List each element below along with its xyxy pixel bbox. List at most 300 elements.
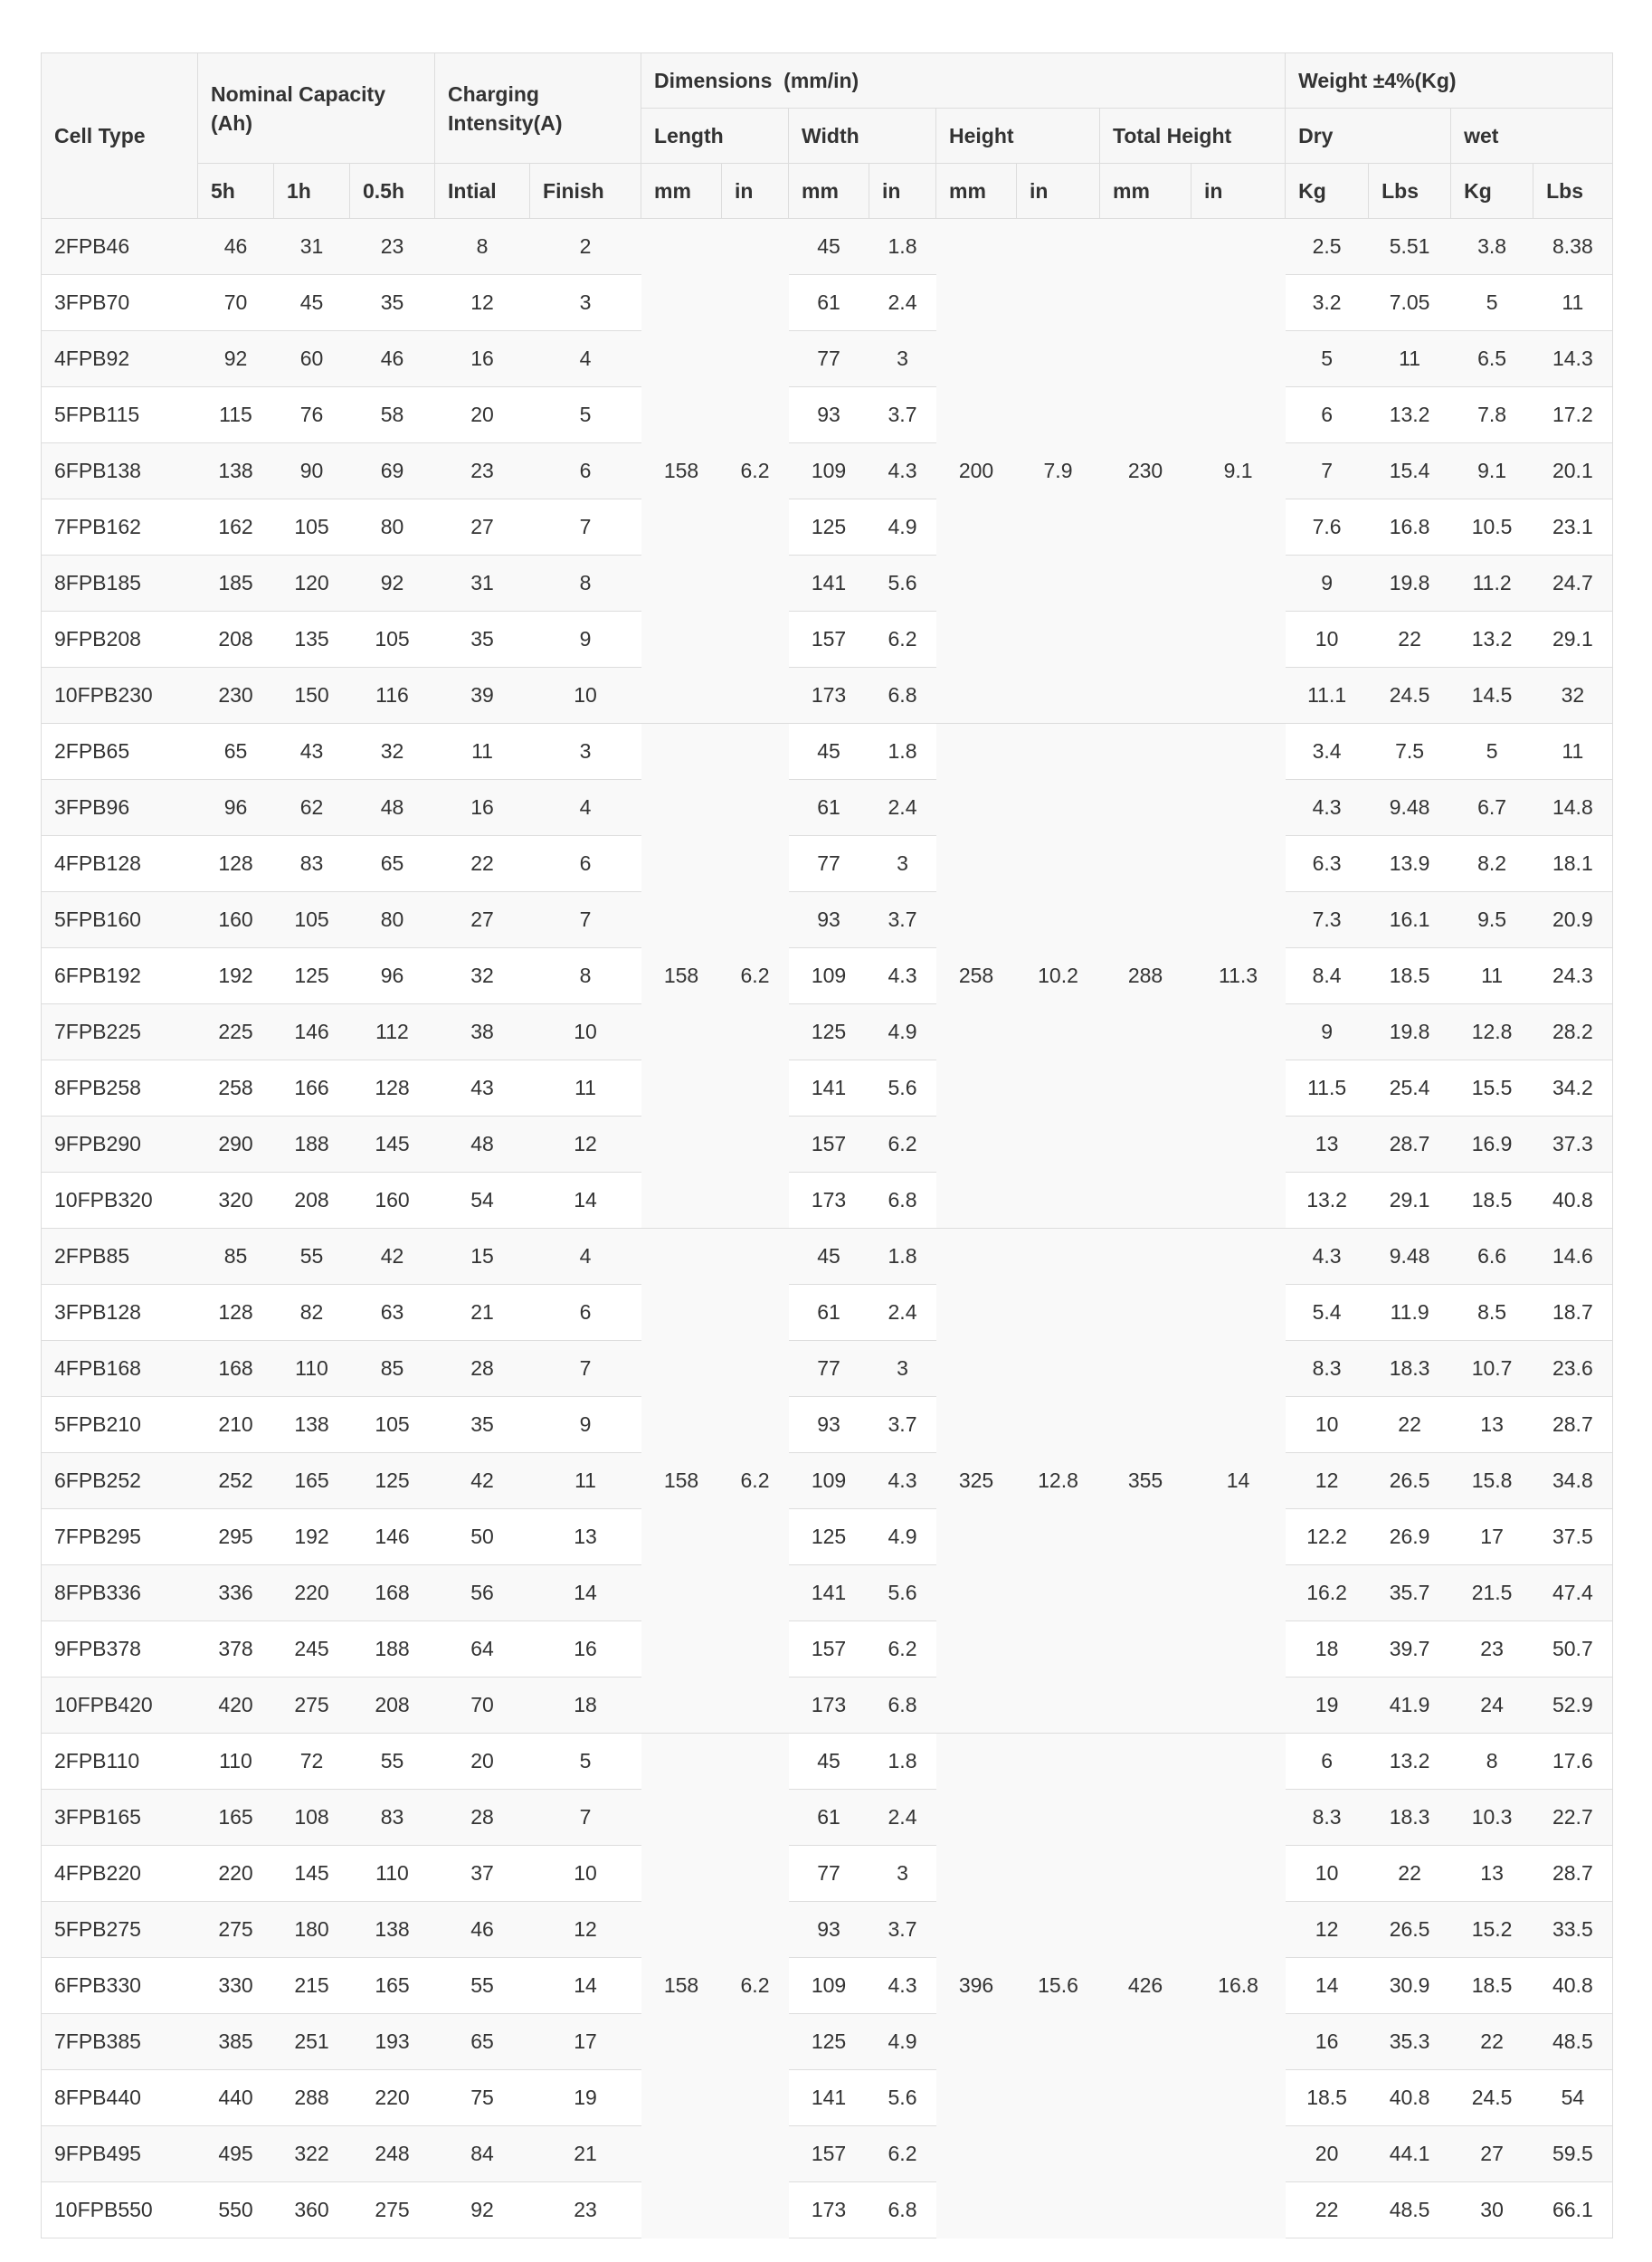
charge-intial: 38 bbox=[435, 1004, 530, 1060]
width-in: 1.8 bbox=[869, 219, 936, 275]
header-width-mm: mm bbox=[789, 164, 869, 219]
dry-kg: 7 bbox=[1286, 443, 1369, 499]
charge-finish: 8 bbox=[530, 948, 641, 1004]
width-mm: 61 bbox=[789, 1790, 869, 1846]
dry-kg: 10 bbox=[1286, 1397, 1369, 1453]
capacity-5h: 165 bbox=[198, 1790, 274, 1846]
cell-type: 8FPB440 bbox=[42, 2070, 198, 2126]
width-mm: 77 bbox=[789, 836, 869, 892]
wet-lbs: 33.5 bbox=[1533, 1902, 1613, 1958]
wet-kg: 6.5 bbox=[1451, 331, 1533, 387]
capacity-0-5h: 83 bbox=[350, 1790, 435, 1846]
capacity-0-5h: 63 bbox=[350, 1285, 435, 1341]
table-row bbox=[42, 1902, 1613, 1958]
total-height-in: 11.3 bbox=[1192, 724, 1286, 1229]
width-in: 4.3 bbox=[869, 1453, 936, 1509]
dry-lbs: 26.5 bbox=[1369, 1453, 1451, 1509]
capacity-1h: 55 bbox=[274, 1229, 350, 1285]
capacity-1h: 31 bbox=[274, 219, 350, 275]
charge-intial: 65 bbox=[435, 2014, 530, 2070]
table-row bbox=[42, 1846, 1613, 1902]
width-mm: 61 bbox=[789, 780, 869, 836]
width-mm: 45 bbox=[789, 219, 869, 275]
battery-spec-table bbox=[41, 52, 1613, 2238]
dry-kg: 18.5 bbox=[1286, 2070, 1369, 2126]
width-mm: 141 bbox=[789, 556, 869, 612]
wet-lbs: 14.6 bbox=[1533, 1229, 1613, 1285]
dry-kg: 3.2 bbox=[1286, 275, 1369, 331]
charge-finish: 14 bbox=[530, 1958, 641, 2014]
width-mm: 157 bbox=[789, 1117, 869, 1173]
table-row bbox=[42, 1117, 1613, 1173]
capacity-0-5h: 85 bbox=[350, 1341, 435, 1397]
width-mm: 173 bbox=[789, 1173, 869, 1229]
charge-intial: 28 bbox=[435, 1790, 530, 1846]
height-mm: 258 bbox=[936, 724, 1017, 1229]
dry-lbs: 13.2 bbox=[1369, 1734, 1451, 1790]
capacity-5h: 385 bbox=[198, 2014, 274, 2070]
cell-type: 10FPB420 bbox=[42, 1677, 198, 1734]
width-mm: 93 bbox=[789, 1397, 869, 1453]
wet-kg: 8 bbox=[1451, 1734, 1533, 1790]
charge-intial: 12 bbox=[435, 275, 530, 331]
height-in: 7.9 bbox=[1017, 219, 1100, 724]
capacity-5h: 290 bbox=[198, 1117, 274, 1173]
width-in: 2.4 bbox=[869, 275, 936, 331]
charge-intial: 27 bbox=[435, 499, 530, 556]
charge-finish: 5 bbox=[530, 387, 641, 443]
capacity-5h: 96 bbox=[198, 780, 274, 836]
wet-lbs: 34.8 bbox=[1533, 1453, 1613, 1509]
charge-finish: 7 bbox=[530, 499, 641, 556]
table-row bbox=[42, 612, 1613, 668]
capacity-5h: 138 bbox=[198, 443, 274, 499]
dry-lbs: 24.5 bbox=[1369, 668, 1451, 724]
dry-lbs: 11 bbox=[1369, 331, 1451, 387]
wet-kg: 18.5 bbox=[1451, 1958, 1533, 2014]
wet-kg: 27 bbox=[1451, 2126, 1533, 2182]
cell-type: 9FPB290 bbox=[42, 1117, 198, 1173]
wet-lbs: 23.6 bbox=[1533, 1341, 1613, 1397]
dry-kg: 16 bbox=[1286, 2014, 1369, 2070]
dry-kg: 22 bbox=[1286, 2182, 1369, 2238]
height-in: 12.8 bbox=[1017, 1229, 1100, 1734]
capacity-1h: 72 bbox=[274, 1734, 350, 1790]
wet-kg: 10.7 bbox=[1451, 1341, 1533, 1397]
charge-finish: 4 bbox=[530, 331, 641, 387]
charge-intial: 56 bbox=[435, 1565, 530, 1621]
table-row bbox=[42, 275, 1613, 331]
dry-kg: 5.4 bbox=[1286, 1285, 1369, 1341]
charge-intial: 92 bbox=[435, 2182, 530, 2238]
table-row bbox=[42, 2014, 1613, 2070]
dry-lbs: 35.3 bbox=[1369, 2014, 1451, 2070]
header-capacity-0-5h: 0.5h bbox=[350, 164, 435, 219]
charge-finish: 11 bbox=[530, 1060, 641, 1117]
capacity-1h: 360 bbox=[274, 2182, 350, 2238]
capacity-0-5h: 110 bbox=[350, 1846, 435, 1902]
wet-kg: 14.5 bbox=[1451, 668, 1533, 724]
width-in: 6.2 bbox=[869, 612, 936, 668]
capacity-0-5h: 92 bbox=[350, 556, 435, 612]
capacity-0-5h: 105 bbox=[350, 1397, 435, 1453]
capacity-5h: 70 bbox=[198, 275, 274, 331]
width-in: 3 bbox=[869, 331, 936, 387]
charge-intial: 31 bbox=[435, 556, 530, 612]
dry-kg: 8.4 bbox=[1286, 948, 1369, 1004]
capacity-0-5h: 65 bbox=[350, 836, 435, 892]
charge-intial: 48 bbox=[435, 1117, 530, 1173]
dry-lbs: 19.8 bbox=[1369, 1004, 1451, 1060]
charge-finish: 3 bbox=[530, 275, 641, 331]
width-in: 2.4 bbox=[869, 1285, 936, 1341]
width-mm: 77 bbox=[789, 1341, 869, 1397]
header-dry-lbs: Lbs bbox=[1369, 164, 1451, 219]
dry-lbs: 7.05 bbox=[1369, 275, 1451, 331]
capacity-5h: 92 bbox=[198, 331, 274, 387]
wet-kg: 5 bbox=[1451, 275, 1533, 331]
capacity-0-5h: 58 bbox=[350, 387, 435, 443]
charge-intial: 75 bbox=[435, 2070, 530, 2126]
capacity-0-5h: 80 bbox=[350, 499, 435, 556]
capacity-0-5h: 69 bbox=[350, 443, 435, 499]
capacity-1h: 135 bbox=[274, 612, 350, 668]
width-mm: 141 bbox=[789, 1060, 869, 1117]
charge-intial: 39 bbox=[435, 668, 530, 724]
capacity-5h: 128 bbox=[198, 1285, 274, 1341]
wet-lbs: 29.1 bbox=[1533, 612, 1613, 668]
capacity-0-5h: 160 bbox=[350, 1173, 435, 1229]
charge-finish: 18 bbox=[530, 1677, 641, 1734]
cell-type: 9FPB378 bbox=[42, 1621, 198, 1677]
cell-type: 9FPB208 bbox=[42, 612, 198, 668]
header-charging-intial: Intial bbox=[435, 164, 530, 219]
capacity-1h: 150 bbox=[274, 668, 350, 724]
dry-lbs: 5.51 bbox=[1369, 219, 1451, 275]
wet-kg: 24.5 bbox=[1451, 2070, 1533, 2126]
wet-kg: 7.8 bbox=[1451, 387, 1533, 443]
width-mm: 125 bbox=[789, 1004, 869, 1060]
width-in: 4.3 bbox=[869, 1958, 936, 2014]
charge-finish: 10 bbox=[530, 1004, 641, 1060]
table-row bbox=[42, 556, 1613, 612]
wet-kg: 15.8 bbox=[1451, 1453, 1533, 1509]
cell-type: 2FPB46 bbox=[42, 219, 198, 275]
capacity-5h: 225 bbox=[198, 1004, 274, 1060]
dry-kg: 6 bbox=[1286, 387, 1369, 443]
charge-intial: 11 bbox=[435, 724, 530, 780]
wet-lbs: 8.38 bbox=[1533, 219, 1613, 275]
capacity-5h: 168 bbox=[198, 1341, 274, 1397]
capacity-0-5h: 128 bbox=[350, 1060, 435, 1117]
wet-kg: 13.2 bbox=[1451, 612, 1533, 668]
width-in: 4.9 bbox=[869, 1509, 936, 1565]
capacity-1h: 43 bbox=[274, 724, 350, 780]
width-mm: 109 bbox=[789, 1453, 869, 1509]
charge-intial: 42 bbox=[435, 1453, 530, 1509]
width-in: 5.6 bbox=[869, 1565, 936, 1621]
header-cell-type: Cell Type bbox=[42, 53, 198, 219]
charge-finish: 9 bbox=[530, 1397, 641, 1453]
capacity-0-5h: 35 bbox=[350, 275, 435, 331]
table-row bbox=[42, 836, 1613, 892]
capacity-0-5h: 188 bbox=[350, 1621, 435, 1677]
total-height-mm: 355 bbox=[1100, 1229, 1192, 1734]
width-mm: 157 bbox=[789, 612, 869, 668]
charge-intial: 28 bbox=[435, 1341, 530, 1397]
wet-lbs: 14.8 bbox=[1533, 780, 1613, 836]
capacity-0-5h: 55 bbox=[350, 1734, 435, 1790]
charge-intial: 15 bbox=[435, 1229, 530, 1285]
charge-intial: 8 bbox=[435, 219, 530, 275]
capacity-5h: 495 bbox=[198, 2126, 274, 2182]
width-mm: 45 bbox=[789, 724, 869, 780]
header-capacity-5h: 5h bbox=[198, 164, 274, 219]
cell-type: 7FPB162 bbox=[42, 499, 198, 556]
table-row bbox=[42, 387, 1613, 443]
total-height-mm: 288 bbox=[1100, 724, 1192, 1229]
charge-intial: 20 bbox=[435, 1734, 530, 1790]
dry-lbs: 9.48 bbox=[1369, 780, 1451, 836]
cell-type: 3FPB96 bbox=[42, 780, 198, 836]
capacity-1h: 62 bbox=[274, 780, 350, 836]
charge-intial: 16 bbox=[435, 331, 530, 387]
capacity-1h: 110 bbox=[274, 1341, 350, 1397]
charge-intial: 23 bbox=[435, 443, 530, 499]
cell-type: 10FPB550 bbox=[42, 2182, 198, 2238]
height-mm: 200 bbox=[936, 219, 1017, 724]
wet-lbs: 66.1 bbox=[1533, 2182, 1613, 2238]
cell-type: 6FPB138 bbox=[42, 443, 198, 499]
width-in: 5.6 bbox=[869, 556, 936, 612]
charge-intial: 35 bbox=[435, 1397, 530, 1453]
capacity-1h: 82 bbox=[274, 1285, 350, 1341]
table-row bbox=[42, 1565, 1613, 1621]
wet-kg: 12.8 bbox=[1451, 1004, 1533, 1060]
wet-kg: 15.2 bbox=[1451, 1902, 1533, 1958]
width-mm: 125 bbox=[789, 1509, 869, 1565]
header-width: Width bbox=[789, 109, 936, 164]
width-in: 3.7 bbox=[869, 387, 936, 443]
width-in: 5.6 bbox=[869, 1060, 936, 1117]
wet-lbs: 52.9 bbox=[1533, 1677, 1613, 1734]
wet-lbs: 40.8 bbox=[1533, 1173, 1613, 1229]
dry-lbs: 22 bbox=[1369, 1397, 1451, 1453]
capacity-1h: 108 bbox=[274, 1790, 350, 1846]
cell-type: 6FPB252 bbox=[42, 1453, 198, 1509]
header-width-in: in bbox=[869, 164, 936, 219]
capacity-5h: 185 bbox=[198, 556, 274, 612]
capacity-5h: 85 bbox=[198, 1229, 274, 1285]
total-height-mm: 426 bbox=[1100, 1734, 1192, 2238]
table-row bbox=[42, 1621, 1613, 1677]
header-dimensions: Dimensions (mm/in) bbox=[641, 53, 1286, 109]
width-mm: 61 bbox=[789, 275, 869, 331]
wet-lbs: 23.1 bbox=[1533, 499, 1613, 556]
width-in: 4.3 bbox=[869, 443, 936, 499]
charge-finish: 6 bbox=[530, 443, 641, 499]
width-mm: 93 bbox=[789, 1902, 869, 1958]
wet-kg: 8.5 bbox=[1451, 1285, 1533, 1341]
capacity-1h: 138 bbox=[274, 1397, 350, 1453]
header-wet-lbs: Lbs bbox=[1533, 164, 1613, 219]
charge-finish: 14 bbox=[530, 1173, 641, 1229]
width-in: 1.8 bbox=[869, 1229, 936, 1285]
charge-finish: 4 bbox=[530, 1229, 641, 1285]
wet-lbs: 28.2 bbox=[1533, 1004, 1613, 1060]
wet-lbs: 37.5 bbox=[1533, 1509, 1613, 1565]
charge-intial: 64 bbox=[435, 1621, 530, 1677]
header-total-height-mm: mm bbox=[1100, 164, 1192, 219]
dry-kg: 7.3 bbox=[1286, 892, 1369, 948]
table-row bbox=[42, 668, 1613, 724]
width-mm: 125 bbox=[789, 499, 869, 556]
cell-type: 8FPB258 bbox=[42, 1060, 198, 1117]
capacity-5h: 336 bbox=[198, 1565, 274, 1621]
dry-lbs: 19.8 bbox=[1369, 556, 1451, 612]
capacity-1h: 208 bbox=[274, 1173, 350, 1229]
width-mm: 109 bbox=[789, 443, 869, 499]
capacity-5h: 252 bbox=[198, 1453, 274, 1509]
capacity-0-5h: 193 bbox=[350, 2014, 435, 2070]
capacity-5h: 220 bbox=[198, 1846, 274, 1902]
header-dry-kg: Kg bbox=[1286, 164, 1369, 219]
total-height-in: 14 bbox=[1192, 1229, 1286, 1734]
width-mm: 45 bbox=[789, 1734, 869, 1790]
width-in: 4.3 bbox=[869, 948, 936, 1004]
header-height: Height bbox=[936, 109, 1100, 164]
dry-kg: 9 bbox=[1286, 1004, 1369, 1060]
charge-intial: 27 bbox=[435, 892, 530, 948]
capacity-5h: 320 bbox=[198, 1173, 274, 1229]
width-in: 3 bbox=[869, 1846, 936, 1902]
header-charging-finish: Finish bbox=[530, 164, 641, 219]
wet-lbs: 11 bbox=[1533, 724, 1613, 780]
capacity-1h: 220 bbox=[274, 1565, 350, 1621]
dry-kg: 9 bbox=[1286, 556, 1369, 612]
header-wet: wet bbox=[1451, 109, 1613, 164]
wet-kg: 8.2 bbox=[1451, 836, 1533, 892]
dry-lbs: 26.5 bbox=[1369, 1902, 1451, 1958]
cell-type: 2FPB110 bbox=[42, 1734, 198, 1790]
capacity-5h: 230 bbox=[198, 668, 274, 724]
charge-intial: 84 bbox=[435, 2126, 530, 2182]
capacity-5h: 208 bbox=[198, 612, 274, 668]
table-header bbox=[42, 53, 1613, 219]
capacity-0-5h: 220 bbox=[350, 2070, 435, 2126]
cell-type: 2FPB65 bbox=[42, 724, 198, 780]
wet-kg: 3.8 bbox=[1451, 219, 1533, 275]
total-height-in: 16.8 bbox=[1192, 1734, 1286, 2238]
wet-kg: 16.9 bbox=[1451, 1117, 1533, 1173]
charge-intial: 55 bbox=[435, 1958, 530, 2014]
capacity-0-5h: 275 bbox=[350, 2182, 435, 2238]
wet-kg: 30 bbox=[1451, 2182, 1533, 2238]
total-height-in: 9.1 bbox=[1192, 219, 1286, 724]
dry-lbs: 41.9 bbox=[1369, 1677, 1451, 1734]
capacity-5h: 295 bbox=[198, 1509, 274, 1565]
charge-intial: 43 bbox=[435, 1060, 530, 1117]
width-in: 3.7 bbox=[869, 892, 936, 948]
dry-kg: 13.2 bbox=[1286, 1173, 1369, 1229]
cell-type: 5FPB210 bbox=[42, 1397, 198, 1453]
charge-finish: 19 bbox=[530, 2070, 641, 2126]
wet-lbs: 59.5 bbox=[1533, 2126, 1613, 2182]
width-mm: 93 bbox=[789, 387, 869, 443]
wet-kg: 11.2 bbox=[1451, 556, 1533, 612]
height-mm: 325 bbox=[936, 1229, 1017, 1734]
dry-kg: 11.5 bbox=[1286, 1060, 1369, 1117]
dry-kg: 13 bbox=[1286, 1117, 1369, 1173]
capacity-1h: 60 bbox=[274, 331, 350, 387]
capacity-5h: 160 bbox=[198, 892, 274, 948]
charge-finish: 21 bbox=[530, 2126, 641, 2182]
capacity-1h: 275 bbox=[274, 1677, 350, 1734]
dry-kg: 6.3 bbox=[1286, 836, 1369, 892]
table-row bbox=[42, 1397, 1613, 1453]
cell-type: 8FPB336 bbox=[42, 1565, 198, 1621]
capacity-0-5h: 165 bbox=[350, 1958, 435, 2014]
dry-kg: 12.2 bbox=[1286, 1509, 1369, 1565]
wet-kg: 9.5 bbox=[1451, 892, 1533, 948]
charge-finish: 9 bbox=[530, 612, 641, 668]
dry-kg: 8.3 bbox=[1286, 1790, 1369, 1846]
length-mm: 158 bbox=[641, 1734, 722, 2238]
capacity-1h: 83 bbox=[274, 836, 350, 892]
cell-type: 8FPB185 bbox=[42, 556, 198, 612]
cell-type: 3FPB165 bbox=[42, 1790, 198, 1846]
wet-lbs: 34.2 bbox=[1533, 1060, 1613, 1117]
dry-lbs: 28.7 bbox=[1369, 1117, 1451, 1173]
charge-intial: 54 bbox=[435, 1173, 530, 1229]
wet-lbs: 11 bbox=[1533, 275, 1613, 331]
width-in: 4.9 bbox=[869, 2014, 936, 2070]
wet-lbs: 14.3 bbox=[1533, 331, 1613, 387]
height-in: 15.6 bbox=[1017, 1734, 1100, 2238]
charge-finish: 11 bbox=[530, 1453, 641, 1509]
table-row bbox=[42, 1341, 1613, 1397]
wet-kg: 6.7 bbox=[1451, 780, 1533, 836]
capacity-0-5h: 32 bbox=[350, 724, 435, 780]
wet-lbs: 40.8 bbox=[1533, 1958, 1613, 2014]
charge-finish: 4 bbox=[530, 780, 641, 836]
capacity-0-5h: 96 bbox=[350, 948, 435, 1004]
wet-kg: 23 bbox=[1451, 1621, 1533, 1677]
capacity-5h: 275 bbox=[198, 1902, 274, 1958]
table-row bbox=[42, 1958, 1613, 2014]
header-charging-intensity: Charging Intensity(A) bbox=[435, 53, 641, 164]
dry-kg: 18 bbox=[1286, 1621, 1369, 1677]
dry-kg: 3.4 bbox=[1286, 724, 1369, 780]
charge-intial: 21 bbox=[435, 1285, 530, 1341]
width-in: 4.9 bbox=[869, 499, 936, 556]
width-in: 6.8 bbox=[869, 2182, 936, 2238]
header-total-height-in: in bbox=[1192, 164, 1286, 219]
charge-finish: 17 bbox=[530, 2014, 641, 2070]
charge-finish: 7 bbox=[530, 1790, 641, 1846]
charge-intial: 50 bbox=[435, 1509, 530, 1565]
width-mm: 157 bbox=[789, 2126, 869, 2182]
capacity-0-5h: 208 bbox=[350, 1677, 435, 1734]
wet-lbs: 17.2 bbox=[1533, 387, 1613, 443]
capacity-1h: 145 bbox=[274, 1846, 350, 1902]
dry-kg: 16.2 bbox=[1286, 1565, 1369, 1621]
dry-kg: 10 bbox=[1286, 612, 1369, 668]
capacity-0-5h: 248 bbox=[350, 2126, 435, 2182]
wet-lbs: 37.3 bbox=[1533, 1117, 1613, 1173]
width-mm: 173 bbox=[789, 668, 869, 724]
dry-lbs: 18.3 bbox=[1369, 1341, 1451, 1397]
